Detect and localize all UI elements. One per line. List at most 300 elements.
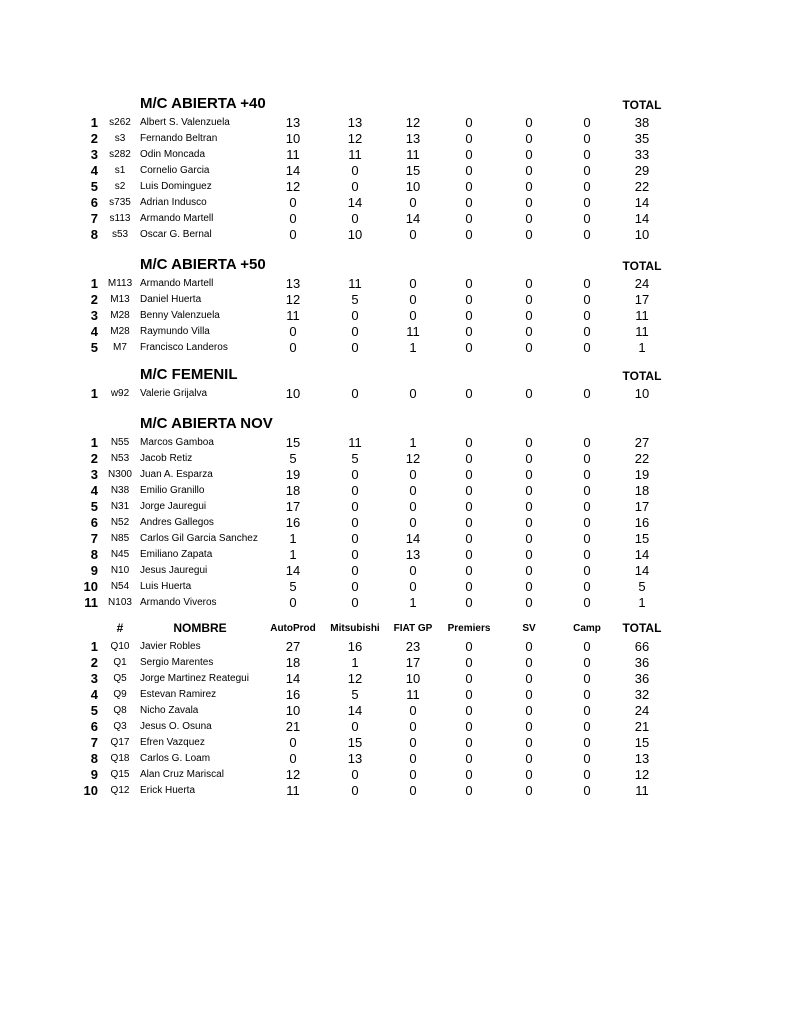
score-cell: 0 <box>465 783 473 798</box>
score-cell: 0 <box>289 751 297 766</box>
score-cell: 14 <box>285 163 301 178</box>
score-cell: 0 <box>351 308 359 323</box>
position-number: 2 <box>90 451 98 466</box>
section-header <box>0 366 792 386</box>
fiat-gp-column-header: FIAT GP <box>393 623 433 634</box>
score-cell: 0 <box>525 563 533 578</box>
score-cell: 0 <box>465 147 473 162</box>
score-cell: 1 <box>409 340 417 355</box>
position-number: 2 <box>90 292 98 307</box>
racer-name: Odin Moncada <box>140 149 206 160</box>
score-cell: 0 <box>525 179 533 194</box>
score-cell: 0 <box>289 211 297 226</box>
score-cell: 0 <box>583 703 591 718</box>
score-cell: 0 <box>465 671 473 686</box>
score-cell: 17 <box>405 655 421 670</box>
score-cell: 0 <box>525 499 533 514</box>
score-cell: 0 <box>289 227 297 242</box>
racer-number: Q12 <box>110 785 130 796</box>
score-cell: 0 <box>525 147 533 162</box>
score-cell: 0 <box>465 467 473 482</box>
score-cell: 14 <box>285 563 301 578</box>
score-cell: 0 <box>525 671 533 686</box>
score-cell: 5 <box>351 451 359 466</box>
racer-number: N85 <box>110 533 130 544</box>
racer-name: Carlos Gil Garcia Sanchez <box>140 533 258 544</box>
score-cell: 12 <box>285 179 301 194</box>
position-number: 3 <box>90 467 98 482</box>
score-cell: 0 <box>465 195 473 210</box>
score-cell: 0 <box>409 735 417 750</box>
camp-column-header: Camp <box>573 623 601 634</box>
table-row <box>0 147 792 163</box>
score-cell: 0 <box>465 563 473 578</box>
position-number: 1 <box>90 639 98 654</box>
score-cell: 16 <box>347 639 363 654</box>
score-cell: 11 <box>348 276 362 291</box>
racer-number: Q8 <box>113 705 127 716</box>
total-cell: 24 <box>634 276 650 291</box>
score-cell: 0 <box>351 340 359 355</box>
score-cell: 15 <box>285 435 301 450</box>
score-cell: 0 <box>409 515 417 530</box>
score-cell: 0 <box>525 783 533 798</box>
total-cell: 14 <box>634 211 650 226</box>
score-cell: 0 <box>465 515 473 530</box>
racer-name: Carlos G. Loam <box>140 753 211 764</box>
racer-name: Oscar G. Bernal <box>140 229 212 240</box>
score-cell: 0 <box>465 340 473 355</box>
score-cell: 11 <box>406 687 420 702</box>
score-cell: 0 <box>409 308 417 323</box>
racer-number: N300 <box>108 469 132 480</box>
racer-number: s53 <box>111 229 129 240</box>
racer-number: Q10 <box>110 641 130 652</box>
total-column-header: TOTAL <box>622 621 662 635</box>
score-cell: 0 <box>583 735 591 750</box>
racer-name: Luis Dominguez <box>140 181 212 192</box>
racer-number: Q9 <box>113 689 127 700</box>
table-row <box>0 735 792 751</box>
position-number: 7 <box>90 735 98 750</box>
racer-number: M13 <box>110 294 130 305</box>
total-cell: 22 <box>634 179 650 194</box>
score-cell: 0 <box>409 563 417 578</box>
score-cell: 0 <box>525 211 533 226</box>
section-abierta-40 <box>0 95 792 243</box>
position-number: 4 <box>90 687 98 702</box>
score-cell: 0 <box>525 163 533 178</box>
standings-rows <box>0 435 792 611</box>
racer-number: w92 <box>110 388 130 399</box>
table-row <box>0 292 792 308</box>
total-cell: 35 <box>634 131 650 146</box>
position-number: 4 <box>90 483 98 498</box>
table-row <box>0 499 792 515</box>
score-cell: 0 <box>583 467 591 482</box>
position-number: 1 <box>90 276 98 291</box>
score-cell: 0 <box>525 340 533 355</box>
score-cell: 0 <box>351 211 359 226</box>
score-cell: 0 <box>409 499 417 514</box>
score-cell: 0 <box>465 211 473 226</box>
score-cell: 13 <box>285 115 301 130</box>
section-abierta-50 <box>0 256 792 356</box>
score-cell: 0 <box>525 115 533 130</box>
table-row <box>0 308 792 324</box>
score-cell: 0 <box>583 687 591 702</box>
racer-name: Javier Robles <box>140 641 201 652</box>
total-cell: 15 <box>634 531 650 546</box>
score-cell: 0 <box>583 211 591 226</box>
score-cell: 0 <box>351 483 359 498</box>
mitsubishi-column-header: Mitsubishi <box>330 623 380 634</box>
score-cell: 0 <box>583 483 591 498</box>
score-cell: 0 <box>583 751 591 766</box>
score-cell: 0 <box>525 531 533 546</box>
position-number: 5 <box>90 179 98 194</box>
score-cell: 0 <box>465 687 473 702</box>
score-cell: 18 <box>285 483 301 498</box>
position-number: 1 <box>90 115 98 130</box>
score-cell: 0 <box>351 547 359 562</box>
position-number: 6 <box>90 515 98 530</box>
score-cell: 0 <box>525 292 533 307</box>
section-title: M/C FEMENIL <box>140 366 238 383</box>
total-header: TOTAL <box>622 369 662 383</box>
racer-number: Q18 <box>110 753 130 764</box>
score-cell: 0 <box>465 227 473 242</box>
score-cell: 0 <box>583 719 591 734</box>
score-cell: 10 <box>405 671 421 686</box>
score-cell: 5 <box>289 451 297 466</box>
score-cell: 0 <box>583 195 591 210</box>
score-cell: 23 <box>405 639 421 654</box>
total-cell: 5 <box>638 579 646 594</box>
score-cell: 0 <box>409 292 417 307</box>
total-cell: 11 <box>635 308 649 323</box>
total-cell: 11 <box>635 324 649 339</box>
racer-name: Emiliano Zapata <box>140 549 213 560</box>
racer-number: s1 <box>114 165 126 176</box>
table-row <box>0 783 792 799</box>
racer-name: Luis Huerta <box>140 581 192 592</box>
table-row <box>0 703 792 719</box>
score-cell: 0 <box>465 131 473 146</box>
score-cell: 0 <box>351 499 359 514</box>
table-row <box>0 195 792 211</box>
score-cell: 0 <box>583 308 591 323</box>
score-cell: 11 <box>286 308 300 323</box>
score-cell: 10 <box>405 179 421 194</box>
total-cell: 1 <box>638 340 646 355</box>
score-cell: 0 <box>465 655 473 670</box>
total-cell: 32 <box>634 687 650 702</box>
score-cell: 0 <box>409 467 417 482</box>
standings-rows <box>0 115 792 243</box>
racer-name: Nicho Zavala <box>140 705 199 716</box>
score-cell: 0 <box>409 767 417 782</box>
score-cell: 0 <box>289 324 297 339</box>
score-cell: 0 <box>583 435 591 450</box>
racer-name: Alan Cruz Mariscal <box>140 769 224 780</box>
score-cell: 0 <box>465 386 473 401</box>
standings-rows <box>0 386 792 402</box>
score-cell: 0 <box>525 515 533 530</box>
score-cell: 14 <box>347 195 363 210</box>
score-cell: 11 <box>286 147 300 162</box>
score-cell: 0 <box>583 579 591 594</box>
score-cell: 10 <box>285 386 301 401</box>
score-cell: 0 <box>465 292 473 307</box>
score-cell: 0 <box>465 703 473 718</box>
total-cell: 11 <box>635 783 649 798</box>
racer-number: Q1 <box>113 657 127 668</box>
racer-name: Armando Martell <box>140 213 214 224</box>
total-cell: 14 <box>634 195 650 210</box>
standings-rows <box>0 276 792 356</box>
racer-number: Q17 <box>110 737 130 748</box>
racer-name: Juan A. Esparza <box>140 469 213 480</box>
table-row <box>0 547 792 563</box>
section-title: M/C ABIERTA NOV <box>140 415 273 432</box>
position-number: 6 <box>90 195 98 210</box>
table-row <box>0 767 792 783</box>
score-cell: 0 <box>583 227 591 242</box>
racer-number: s262 <box>109 117 131 128</box>
racer-name: Jesus Jauregui <box>140 565 208 576</box>
autoprod-column-header: AutoProd <box>270 623 316 634</box>
score-cell: 0 <box>289 595 297 610</box>
position-number: 2 <box>90 131 98 146</box>
score-cell: 14 <box>405 211 421 226</box>
racer-number: N10 <box>110 565 130 576</box>
table-row <box>0 340 792 356</box>
score-cell: 0 <box>465 547 473 562</box>
score-cell: 0 <box>409 719 417 734</box>
score-cell: 16 <box>285 687 301 702</box>
racer-name: Armando Viveros <box>140 597 217 608</box>
racer-number: Q15 <box>110 769 130 780</box>
score-cell: 21 <box>285 719 301 734</box>
table-row <box>0 131 792 147</box>
score-cell: 0 <box>409 783 417 798</box>
score-cell: 0 <box>289 195 297 210</box>
racer-name: Daniel Huerta <box>140 294 202 305</box>
score-cell: 12 <box>347 671 363 686</box>
table-row <box>0 163 792 179</box>
table-row <box>0 211 792 227</box>
racer-name: Albert S. Valenzuela <box>140 117 230 128</box>
score-cell: 0 <box>583 451 591 466</box>
score-cell: 0 <box>351 783 359 798</box>
score-cell: 13 <box>347 751 363 766</box>
score-cell: 0 <box>525 703 533 718</box>
score-cell: 0 <box>525 131 533 146</box>
table-row <box>0 515 792 531</box>
score-cell: 0 <box>351 163 359 178</box>
score-cell: 0 <box>525 195 533 210</box>
score-cell: 11 <box>348 147 362 162</box>
racer-name: Adrian Indusco <box>140 197 207 208</box>
racer-name: Marcos Gamboa <box>140 437 214 448</box>
score-cell: 0 <box>583 386 591 401</box>
racer-name: Jacob Retiz <box>140 453 193 464</box>
total-cell: 17 <box>634 499 650 514</box>
score-cell: 0 <box>583 115 591 130</box>
total-cell: 10 <box>634 386 650 401</box>
table-row <box>0 483 792 499</box>
racer-number: N45 <box>110 549 130 560</box>
position-number: 2 <box>90 655 98 670</box>
score-cell: 0 <box>525 579 533 594</box>
racer-number: N103 <box>108 597 132 608</box>
score-cell: 15 <box>405 163 421 178</box>
racer-name: Jesus O. Osuna <box>140 721 212 732</box>
position-number: 3 <box>90 671 98 686</box>
total-cell: 36 <box>634 655 650 670</box>
score-cell: 12 <box>405 115 421 130</box>
score-cell: 0 <box>525 483 533 498</box>
score-cell: 0 <box>409 195 417 210</box>
score-cell: 0 <box>583 324 591 339</box>
score-cell: 0 <box>409 703 417 718</box>
section-title: M/C ABIERTA +40 <box>140 95 266 112</box>
position-number: 1 <box>90 435 98 450</box>
racer-name: Sergio Marentes <box>140 657 214 668</box>
score-cell: 12 <box>347 131 363 146</box>
score-cell: 0 <box>583 639 591 654</box>
score-cell: 11 <box>286 783 300 798</box>
score-cell: 15 <box>347 735 363 750</box>
score-cell: 12 <box>285 767 301 782</box>
total-cell: 18 <box>634 483 650 498</box>
standings-rows <box>0 639 792 799</box>
score-cell: 0 <box>351 579 359 594</box>
score-cell: 0 <box>465 499 473 514</box>
section-q-table <box>0 619 792 799</box>
score-cell: 0 <box>465 767 473 782</box>
position-number: 8 <box>90 751 98 766</box>
score-cell: 27 <box>285 639 301 654</box>
score-cell: 0 <box>525 735 533 750</box>
section-header <box>0 415 792 435</box>
score-cell: 1 <box>409 595 417 610</box>
table-row <box>0 595 792 611</box>
score-cell: 0 <box>465 179 473 194</box>
score-cell: 0 <box>465 276 473 291</box>
score-cell: 0 <box>465 451 473 466</box>
score-cell: 0 <box>351 531 359 546</box>
score-cell: 0 <box>525 451 533 466</box>
score-cell: 0 <box>525 719 533 734</box>
total-cell: 12 <box>634 767 650 782</box>
score-cell: 0 <box>289 340 297 355</box>
score-cell: 0 <box>351 179 359 194</box>
table-row <box>0 386 792 402</box>
score-cell: 14 <box>347 703 363 718</box>
score-cell: 0 <box>409 483 417 498</box>
score-cell: 0 <box>583 276 591 291</box>
table-row <box>0 671 792 687</box>
racer-name: Armando Martell <box>140 278 214 289</box>
total-cell: 1 <box>638 595 646 610</box>
racer-name: Andres Gallegos <box>140 517 214 528</box>
position-number: 9 <box>90 767 98 782</box>
racer-number: N31 <box>110 501 130 512</box>
position-number: 8 <box>90 227 98 242</box>
racer-name: Fernando Beltran <box>140 133 218 144</box>
score-cell: 0 <box>465 324 473 339</box>
total-header: TOTAL <box>622 259 662 273</box>
section-femenil <box>0 366 792 402</box>
score-cell: 10 <box>347 227 363 242</box>
score-cell: 1 <box>351 655 359 670</box>
racer-number: M113 <box>107 278 133 289</box>
table-row <box>0 227 792 243</box>
score-cell: 0 <box>351 767 359 782</box>
table-row <box>0 687 792 703</box>
table-row <box>0 579 792 595</box>
racer-number: s282 <box>109 149 131 160</box>
score-cell: 16 <box>285 515 301 530</box>
position-number: 8 <box>90 547 98 562</box>
total-cell: 19 <box>634 467 650 482</box>
racer-name: Emilio Granillo <box>140 485 205 496</box>
position-number: 3 <box>90 308 98 323</box>
name-column-header: NOMBRE <box>173 621 227 635</box>
score-cell: 0 <box>465 751 473 766</box>
score-cell: 0 <box>583 595 591 610</box>
total-cell: 33 <box>634 147 650 162</box>
racer-name: Estevan Ramirez <box>140 689 217 700</box>
score-cell: 0 <box>525 655 533 670</box>
score-cell: 10 <box>285 703 301 718</box>
score-cell: 0 <box>465 531 473 546</box>
score-cell: 0 <box>583 179 591 194</box>
position-number: 10 <box>83 783 98 798</box>
total-cell: 38 <box>634 115 650 130</box>
score-cell: 0 <box>465 163 473 178</box>
score-cell: 0 <box>465 639 473 654</box>
score-cell: 0 <box>583 783 591 798</box>
score-cell: 0 <box>583 515 591 530</box>
sv-column-header: SV <box>522 623 536 634</box>
score-cell: 11 <box>406 324 420 339</box>
position-number: 3 <box>90 147 98 162</box>
score-cell: 0 <box>409 579 417 594</box>
racer-name: Francisco Landeros <box>140 342 228 353</box>
position-number: 4 <box>90 324 98 339</box>
score-cell: 0 <box>583 671 591 686</box>
total-cell: 66 <box>634 639 650 654</box>
total-header: TOTAL <box>622 98 662 112</box>
score-cell: 0 <box>525 386 533 401</box>
score-cell: 11 <box>406 147 420 162</box>
score-cell: 13 <box>347 115 363 130</box>
racer-number: s735 <box>109 197 131 208</box>
racer-name: Benny Valenzuela <box>140 310 220 321</box>
score-cell: 0 <box>409 276 417 291</box>
score-cell: 0 <box>525 467 533 482</box>
score-cell: 0 <box>465 719 473 734</box>
racer-number: M28 <box>110 326 130 337</box>
racer-name: Jorge Jauregui <box>140 501 207 512</box>
score-cell: 0 <box>465 308 473 323</box>
total-cell: 27 <box>634 435 650 450</box>
score-cell: 0 <box>409 227 417 242</box>
score-cell: 18 <box>285 655 301 670</box>
